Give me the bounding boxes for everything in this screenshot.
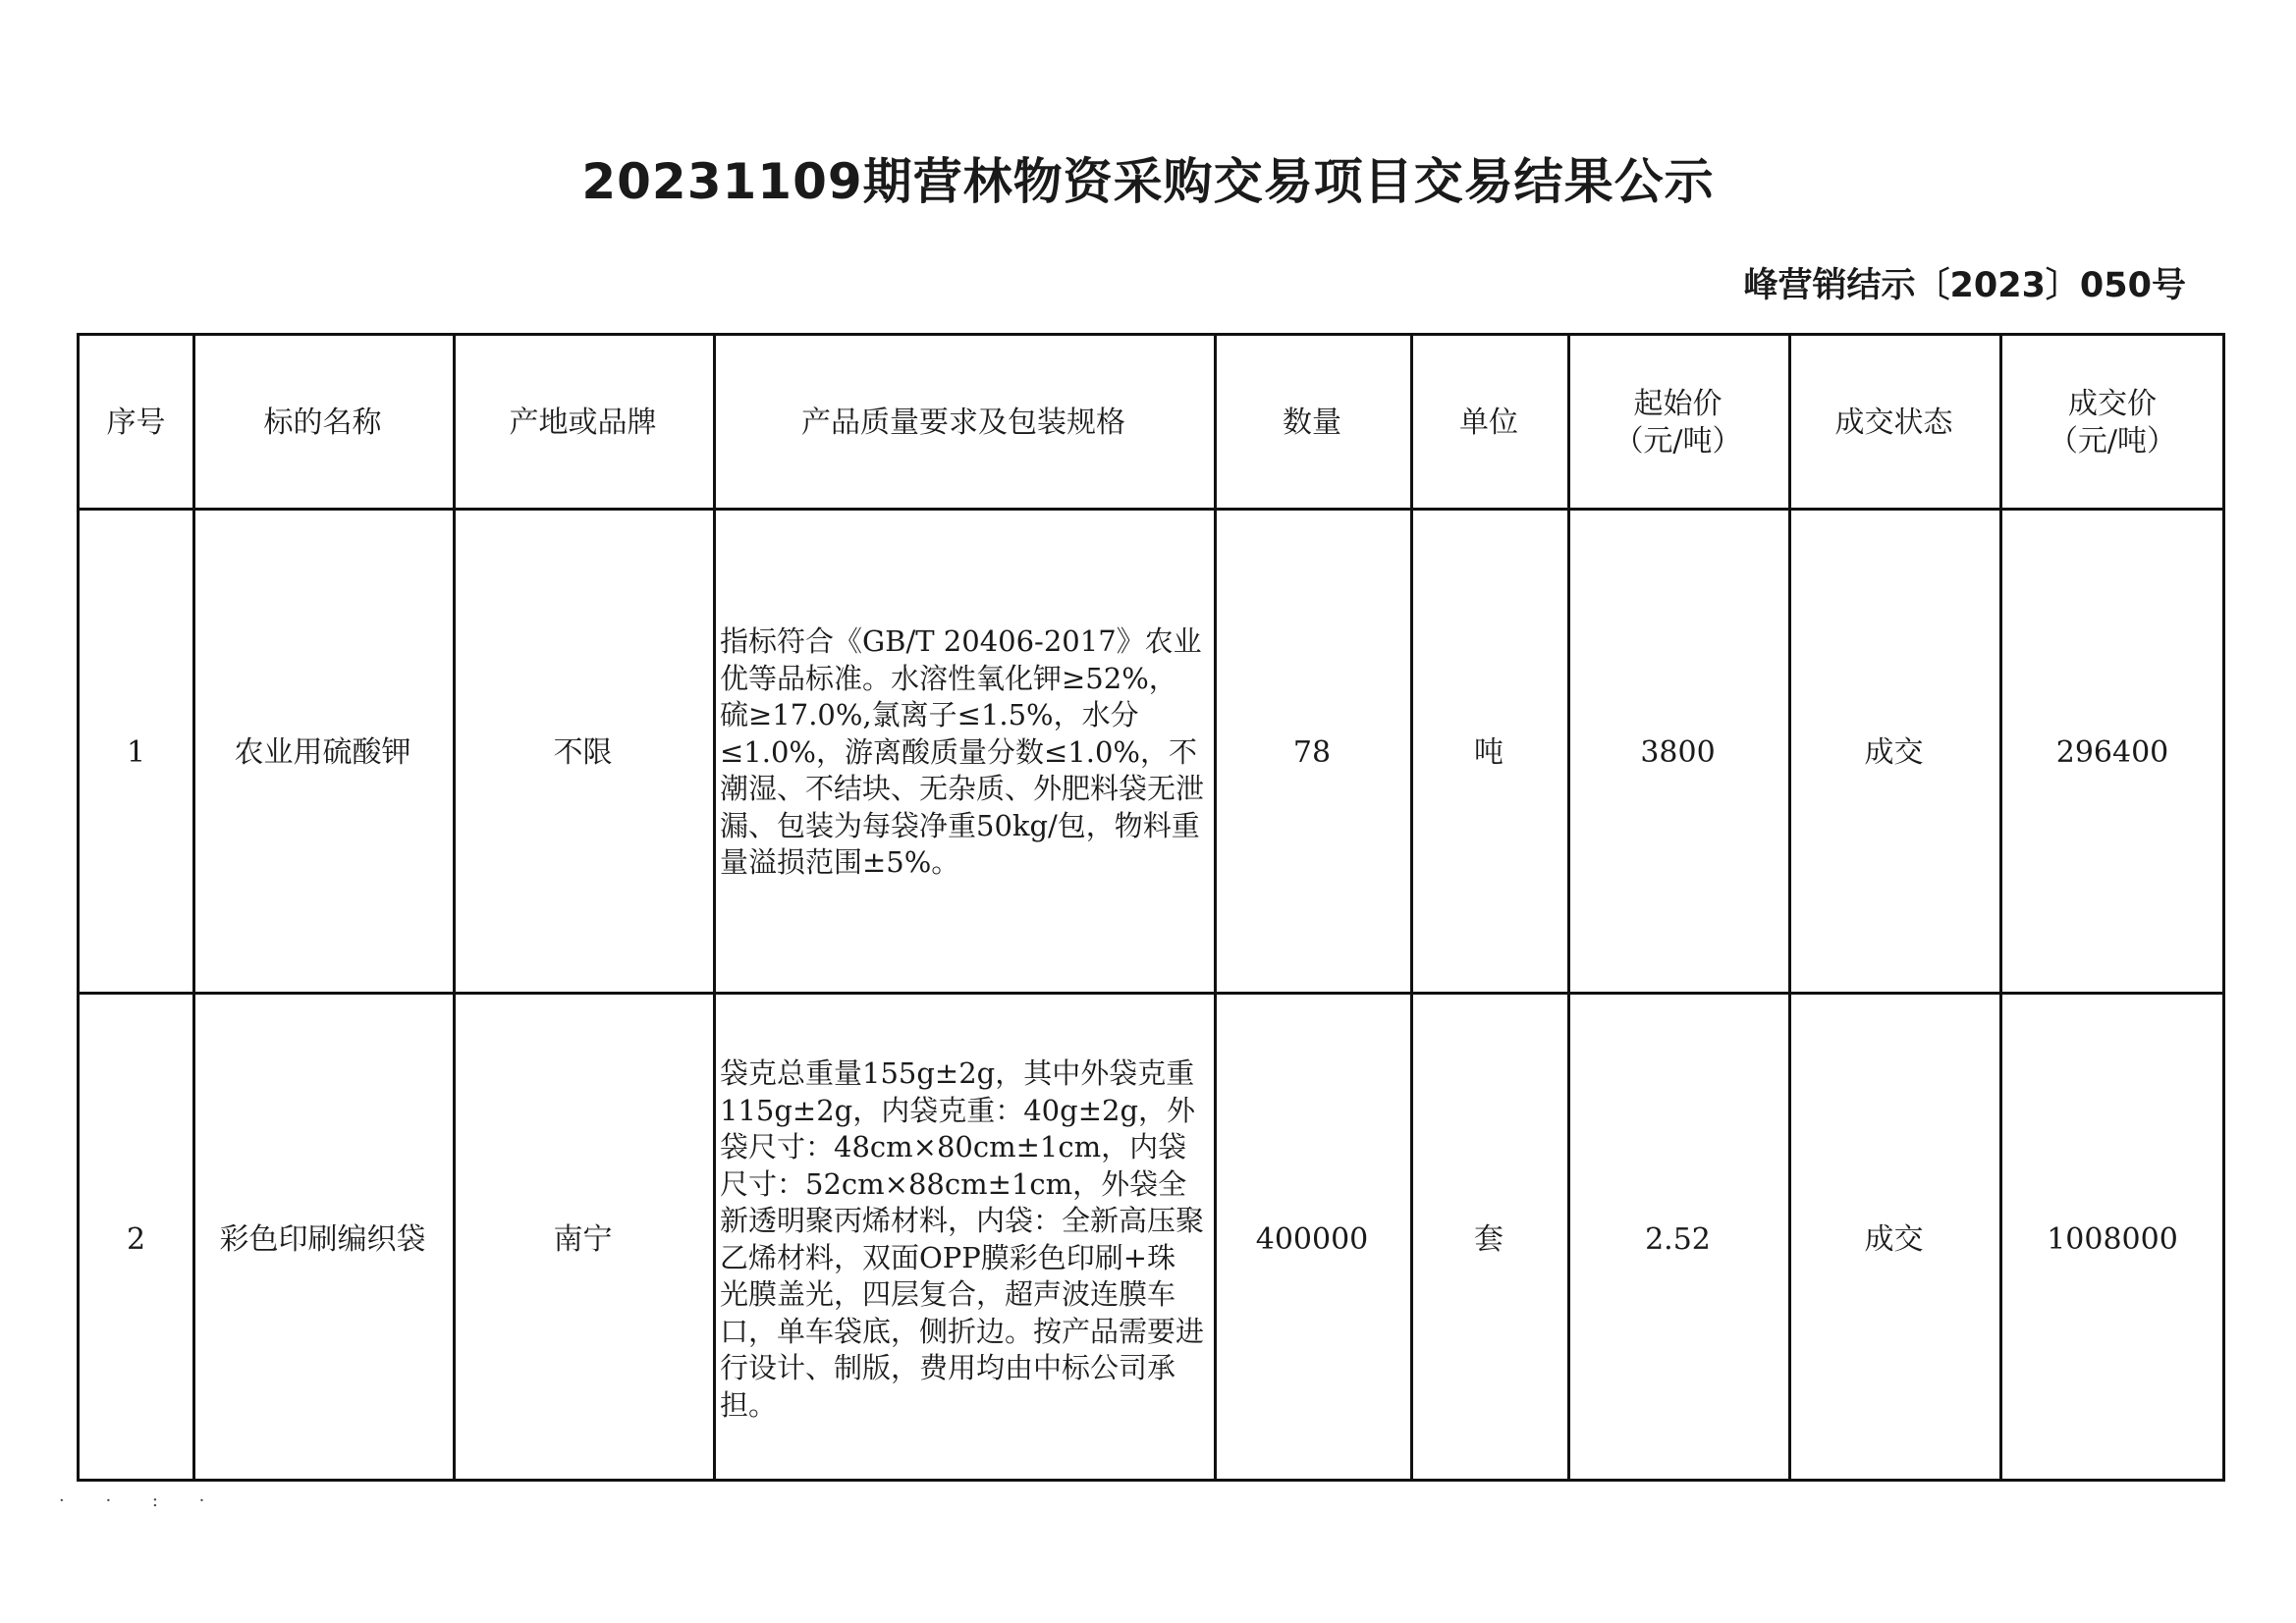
row1-quantity: 78	[1292, 734, 1332, 770]
row2-name: 彩色印刷编织袋	[219, 1221, 426, 1257]
page-title: 20231109期营林物资采购交易项目交易结果公示	[581, 153, 1715, 210]
header-spec: 产品质量要求及包装规格	[801, 406, 1125, 440]
row1-spec: 指标符合《GB/T 20406-2017》农业优等品标准。水溶性氧化钾≥52%，硫≥17.0%,氯离子≤1.5%，水分≤1.0%，游离酸质量分数≤1.0%，不潮湿、不结块、无杂质、外肥料袋无泄漏、包装为每袋净重50kg/包，物料重量溢损范围±5%。	[720, 624, 1205, 880]
header-start-price: 起始价 （元/吨）	[1613, 387, 1742, 459]
row2-unit: 套	[1474, 1221, 1503, 1257]
row1-unit: 吨	[1474, 734, 1503, 770]
scan-marks: · · : ·	[59, 1490, 223, 1511]
header-status: 成交状态	[1834, 406, 1953, 440]
row2-quantity: 400000	[1255, 1221, 1369, 1257]
row2-deal-price: 1008000	[2047, 1221, 2178, 1257]
row2-status: 成交	[1864, 1221, 1924, 1257]
row2-start-price: 2.52	[1645, 1221, 1711, 1257]
row1-index: 1	[126, 734, 146, 770]
document-number: 峰营销结示〔2023〕050号	[1743, 266, 2186, 305]
row2-origin: 南宁	[553, 1221, 613, 1257]
results-table	[77, 333, 2225, 1482]
header-quantity: 数量	[1283, 406, 1341, 440]
header-name: 标的名称	[263, 406, 382, 440]
row1-name: 农业用硫酸钾	[234, 734, 411, 770]
row1-origin: 不限	[553, 734, 613, 770]
row1-start-price: 3800	[1640, 734, 1716, 770]
row2-spec: 袋克总重量155g±2g，其中外袋克重115g±2g，内袋克重：40g±2g，外袋尺寸：48cm×80cm±1cm，内袋尺寸：52cm×88cm±1cm，外袋全新透明聚丙烯材料，内袋：全新高压聚乙烯材料，双面OPP膜彩色印刷+珠光膜盖光，四层复合，超声波连膜车口，单车袋底，侧折边。按产品需要进行设计、制版，费用均由中标公司承担。	[720, 1056, 1205, 1422]
header-deal-price: 成交价 （元/吨）	[2048, 387, 2177, 459]
row2-index: 2	[126, 1221, 146, 1257]
row1-status: 成交	[1864, 734, 1924, 770]
header-unit: 单位	[1459, 406, 1518, 440]
header-origin: 产地或品牌	[509, 406, 657, 440]
row1-deal-price: 296400	[2055, 734, 2169, 770]
header-index: 序号	[106, 406, 166, 440]
